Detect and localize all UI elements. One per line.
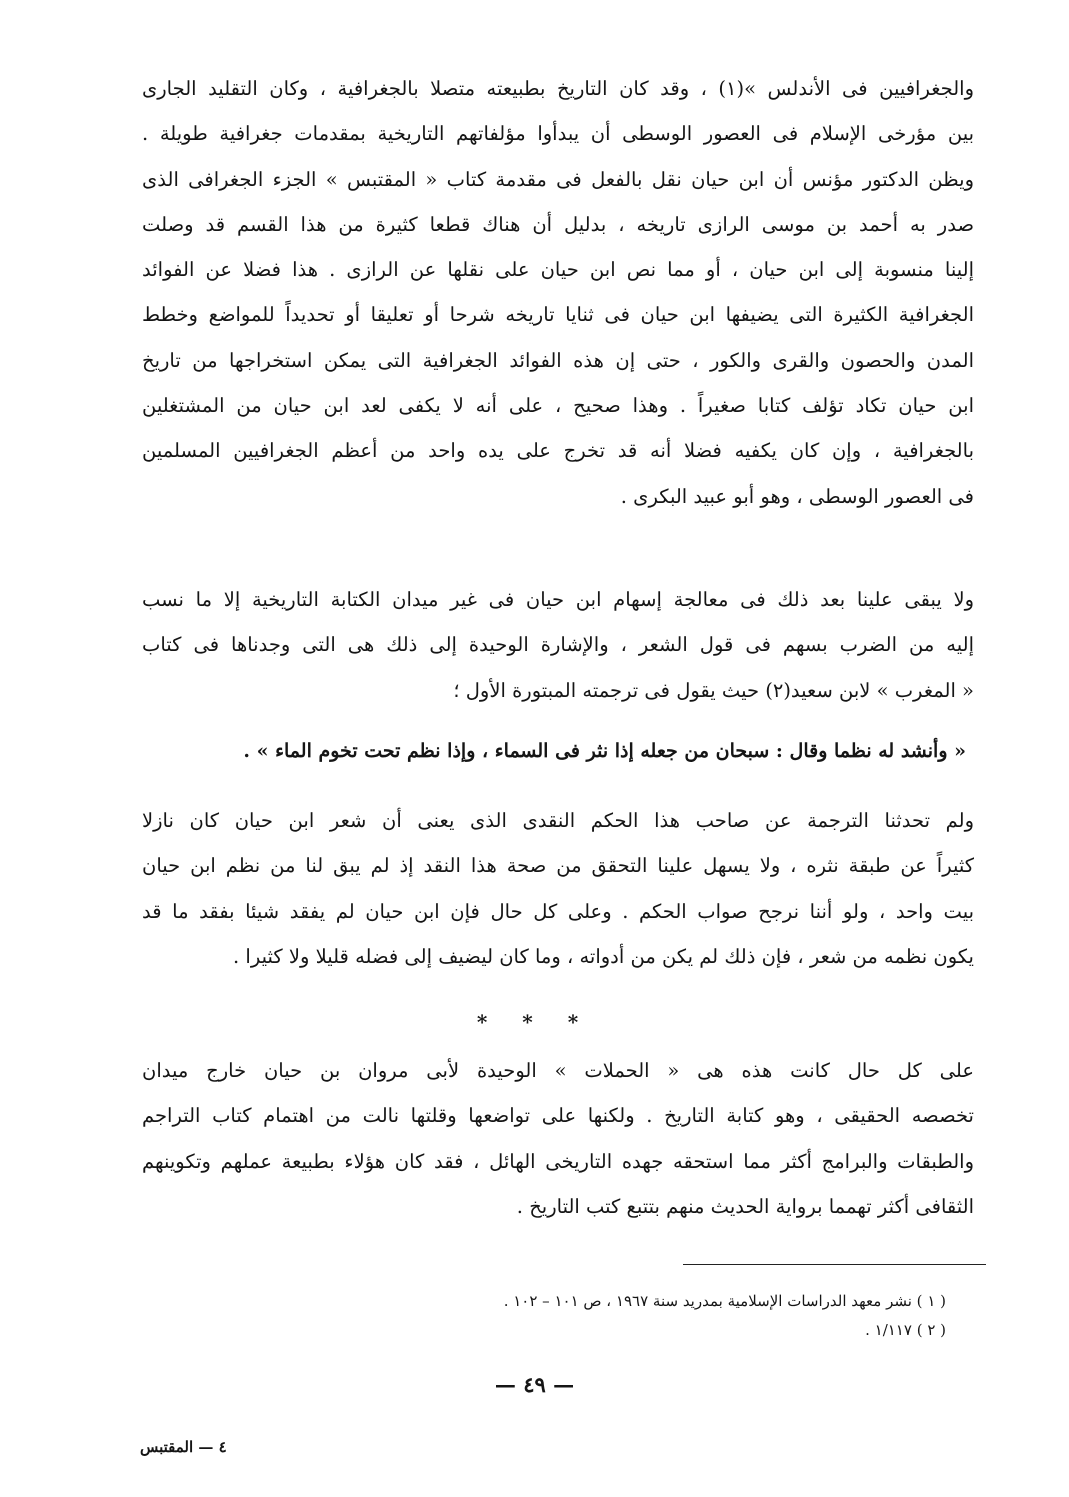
page-number: — ٤٩ — (494, 1372, 575, 1397)
text-line: تخصصه الحقيقى ، وهو كتابة التاريخ . ولكنها على تواضعها وقلتها نالت من اهتمام كتاب التراجم (142, 1104, 974, 1128)
text-line: ابن حيان تكاد تؤلف كتابا صغيراً . وهذا صحيح ، على أنه لا يكفى لعد ابن حيان من المشتغلين (142, 394, 974, 418)
text-line: إلينا منسوبة إلى ابن حيان ، أو مما نص ابن حيان على نقلها عن الرازى . هذا فضلا عن الفوائد (142, 258, 974, 282)
text-line: والجغرافيين فى الأندلس »(١) ، وقد كان التاريخ بطبيعته متصلا بالجغرافية ، وكان التقليد الجارى (142, 77, 974, 100)
footnote-2: ( ٢ ) ١/١١٧ . (865, 1321, 946, 1339)
text-line: يكون نظمه من شعر ، فإن ذلك لم يكن من أدواته ، وما كان ليضيف إلى فضله قليلا ولا كثيرا . (233, 944, 974, 968)
paragraph-2 (142, 577, 974, 713)
text-line: الجغرافية الكثيرة التى يضيفها ابن حيان فى ثنايا تاريخه شرحا أو تعليقا أو تحديداً للمواضع وخطط (142, 303, 974, 327)
text-line: على كل حال كانت هذه هى « الحملات » الوحيدة لأبى مروان بن حيان خارج ميدان (142, 1059, 974, 1082)
text-line: الثقافى أكثر تهمما برواية الحديث منهم بتتبع كتب التاريخ . (516, 1194, 974, 1218)
footnote-rule (683, 1264, 986, 1265)
text-line: والطبقات والبرامج أكثر مما استحقه جهده التاريخى الهائل ، فقد كان هؤلاء بطبيعة عملهم وتكوينهم (142, 1149, 974, 1173)
text-line: إليه من الضرب بسهم فى قول الشعر ، والإشارة الوحيدة إلى ذلك هى التى وجدناها فى كتاب (142, 633, 974, 657)
text-line: بيت واحد ، ولو أننا نرجح صواب الحكم . وعلى كل حال فإن ابن حيان لم يفقد شيئا بفقد ما قد (142, 899, 974, 923)
text-line: بين مؤرخى الإسلام فى العصور الوسطى أن يبدأوا مؤلفاتهم التاريخية بمقدمات جغرافية طويلة . (142, 122, 974, 146)
text-line: فى العصور الوسطى ، وهو أبو عبيد البكرى . (620, 484, 974, 508)
paragraph-3 (142, 798, 974, 979)
text-line: « المغرب » لابن سعيد(٢) حيث يقول فى ترجمته المبتورة الأول ؛ (453, 678, 974, 702)
quote-line: « وأنشد له نظما وقال : سبحان من جعله إذا نثر فى السماء ، وإذا نظم تحت تخوم الماء » . (243, 740, 966, 762)
poetry-quote (142, 729, 974, 774)
text-line: صدر به أحمد بن موسى الرازى تاريخه ، بدليل أن هناك قطعا كثيرة من هذا القسم قد وصلت (142, 212, 974, 236)
printer-signature: ٤ — المقتبس (140, 1438, 227, 1456)
text-line: ويظن الدكتور مؤنس أن ابن حيان نقل بالفعل فى مقدمة كتاب « المقتبس » الجزء الجغرافى الذى (142, 167, 974, 191)
text-line: بالجغرافية ، وإن كان يكفيه فضلا أنه قد تخرج على يده واحد من أعظم الجغرافيين المسلمين (142, 439, 974, 463)
paragraph-4 (142, 1048, 974, 1229)
section-separator: * * * (476, 1010, 593, 1034)
text-line: المدن والحصون والقرى والكور ، حتى إن هذه الفوائد الجغرافية التى يمكن استخراجها من تاريخ (142, 348, 974, 372)
footnote-1: ( ١ ) نشر معهد الدراسات الإسلامية بمدريد سنة ١٩٦٧ ، ص ١٠١ – ١٠٢ . (503, 1292, 946, 1310)
text-line: كثيراً عن طبقة نثره ، ولا يسهل علينا التحقق من صحة هذا النقد إذ لم يبق لنا من نظم ابن حيان (142, 854, 974, 878)
paragraph-1 (142, 66, 974, 519)
text-line: ولم تحدثنا الترجمة عن صاحب هذا الحكم النقدى الذى يعنى أن شعر ابن حيان كان نازلا (142, 809, 974, 832)
text-line: ولا يبقى علينا بعد ذلك فى معالجة إسهام ابن حيان فى غير ميدان الكتابة التاريخية إلا ما نسب (142, 588, 974, 611)
